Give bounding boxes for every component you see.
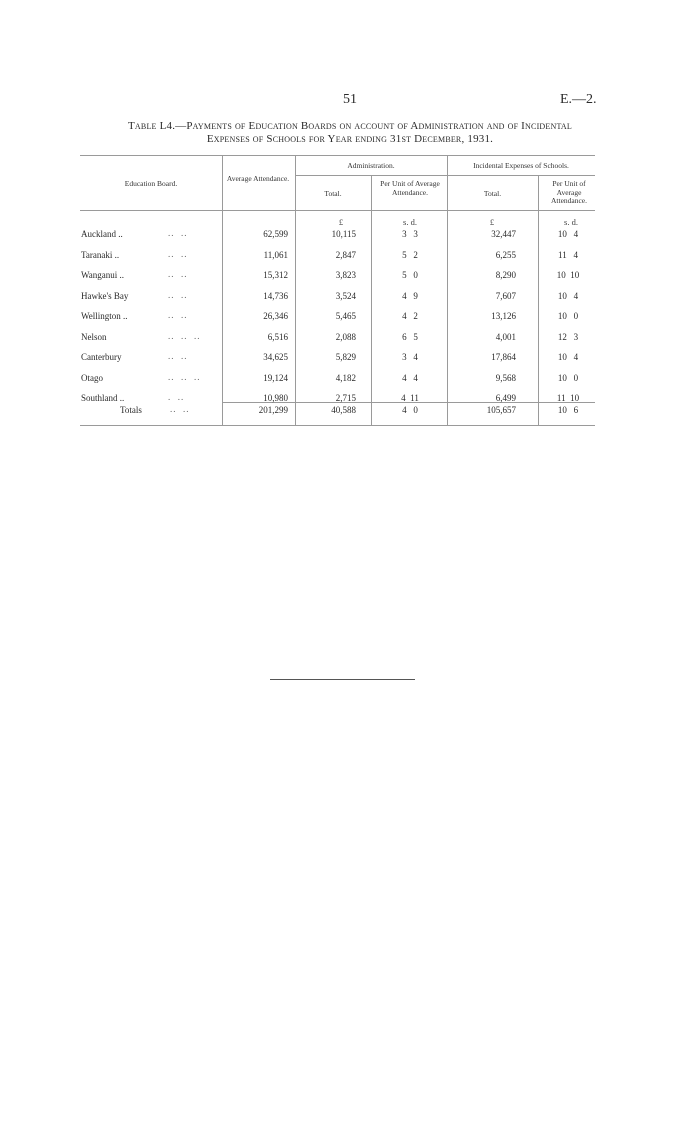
table-title (80, 120, 620, 146)
cell-admin-total: 40,588 (331, 405, 356, 415)
cell-leader-dots: .. .. (168, 269, 188, 279)
cell-admin-per-unit: 4 2 (402, 311, 418, 321)
cell-incidental-total: 13,126 (491, 311, 516, 321)
cell-leader-dots: . .. (168, 392, 185, 402)
page-reference: E.—2. (560, 92, 597, 107)
header-education-board: Education Board. (124, 179, 178, 188)
cell-leader-dots: .. .. (168, 228, 188, 238)
cell-admin-per-unit: 4 4 (402, 372, 418, 383)
table-bottom-rule (80, 425, 595, 426)
cell-incidental-total: 7,607 (495, 290, 516, 301)
col-rule-3 (371, 175, 372, 425)
table-title-line-2: Expenses of Schools for Year ending 31st December, 1931. (206, 133, 494, 145)
cell-admin-total: 10,115 (331, 229, 356, 239)
cell-attendance: 62,599 (263, 229, 288, 239)
end-rule (270, 679, 415, 680)
col-rule-5 (538, 175, 539, 425)
cell-admin-total: 3,524 (335, 290, 356, 301)
cell-incidental-total: 17,864 (491, 352, 516, 362)
cell-incidental-per-unit: 10 4 (557, 290, 579, 301)
cell-leader-dots: .. .. (170, 404, 190, 414)
cell-incidental-total: 9,568 (495, 372, 516, 383)
cell-admin-per-unit: 3 3 (402, 229, 418, 239)
col-rule-1 (222, 155, 223, 425)
cell-board: Hawke's Bay (81, 290, 129, 301)
cell-board: Nelson (81, 331, 107, 342)
cell-attendance: 201,299 (258, 405, 288, 415)
cell-incidental-per-unit: 10 6 (557, 405, 579, 415)
cell-admin-total: 3,823 (335, 270, 356, 280)
cell-board: Southland .. (81, 393, 125, 403)
cell-attendance: 11,061 (263, 249, 288, 260)
cell-incidental-total: 6,255 (495, 249, 516, 260)
cell-attendance: 10,980 (263, 393, 288, 403)
cell-leader-dots: .. .. .. (168, 371, 201, 382)
header-administration: Administration. (347, 161, 395, 170)
table-title-line-1: Table L4.—Payments of Education Boards on account of Administration and of Incidental (128, 120, 572, 132)
cell-leader-dots: .. .. .. (168, 330, 201, 341)
cell-incidental-per-unit: 10 0 (557, 311, 579, 321)
cell-incidental-total: 8,290 (495, 270, 516, 280)
cell-attendance: 26,346 (263, 311, 288, 321)
header-bottom-rule (80, 210, 595, 211)
cell-incidental-per-unit: 10 10 (556, 270, 580, 280)
unit-admin-total: £ (338, 217, 344, 227)
cell-incidental-total: 4,001 (495, 331, 516, 342)
cell-attendance: 14,736 (263, 290, 288, 301)
cell-admin-total: 2,847 (335, 249, 356, 260)
cell-incidental-per-unit: 10 4 (557, 352, 579, 362)
cell-admin-per-unit: 5 0 (402, 270, 418, 280)
cell-admin-per-unit: 4 0 (402, 405, 418, 415)
cell-incidental-per-unit: 11 4 (558, 249, 578, 260)
cell-incidental-per-unit: 10 4 (557, 229, 579, 239)
header-average-attendance: Average Attendance. (226, 174, 290, 183)
cell-admin-total: 2,088 (335, 331, 356, 342)
cell-admin-per-unit: 5 2 (402, 249, 418, 260)
cell-board: Taranaki .. (81, 249, 120, 260)
header-admin-per-unit: Per Unit of Average Attendance. (380, 179, 440, 197)
header-admin-total: Total. (324, 189, 342, 198)
unit-incidental-per-unit: s. d. (564, 217, 578, 227)
cell-leader-dots: .. .. (168, 310, 188, 320)
cell-leader-dots: .. .. (168, 248, 188, 259)
cell-admin-total: 5,465 (335, 311, 356, 321)
cell-board: Wanganui .. (81, 270, 125, 280)
cell-incidental-total: 32,447 (491, 229, 516, 239)
cell-incidental-total: 6,499 (495, 393, 516, 403)
cell-attendance: 15,312 (263, 270, 288, 280)
page-number: 51 (343, 92, 357, 107)
unit-incidental-total: £ (489, 217, 495, 227)
cell-admin-per-unit: 6 5 (402, 331, 418, 342)
cell-admin-total: 4,182 (335, 372, 356, 383)
cell-attendance: 34,625 (263, 352, 288, 362)
cell-admin-per-unit: 3 4 (402, 352, 418, 362)
cell-incidental-per-unit: 10 0 (557, 372, 579, 383)
cell-board: Canterbury (81, 352, 122, 362)
header-incidental-per-unit: Per Unit of Average Attendance. (550, 179, 588, 205)
cell-incidental-total: 105,657 (486, 405, 516, 415)
table-top-rule (80, 155, 595, 156)
cell-board: Totals (120, 405, 142, 415)
unit-admin-per-unit: s. d. (403, 217, 417, 227)
group-rule-incidental (447, 175, 595, 176)
header-incidental-expenses: Incidental Expenses of Schools. (473, 161, 569, 170)
cell-admin-per-unit: 4 11 (401, 393, 419, 403)
cell-leader-dots: .. .. (168, 289, 188, 300)
cell-board: Wellington .. (81, 311, 128, 321)
header-incidental-total: Total. (483, 189, 502, 198)
cell-attendance: 19,124 (263, 372, 288, 383)
cell-admin-per-unit: 4 9 (402, 290, 418, 301)
cell-board: Otago (81, 372, 103, 383)
cell-leader-dots: .. .. (168, 351, 188, 361)
cell-incidental-per-unit: 12 3 (557, 331, 579, 342)
cell-attendance: 6,516 (267, 331, 288, 342)
cell-admin-total: 2,715 (335, 393, 356, 403)
cell-incidental-per-unit: 11 10 (556, 393, 580, 403)
cell-board: Auckland .. (81, 229, 123, 239)
cell-admin-total: 5,829 (335, 352, 356, 362)
